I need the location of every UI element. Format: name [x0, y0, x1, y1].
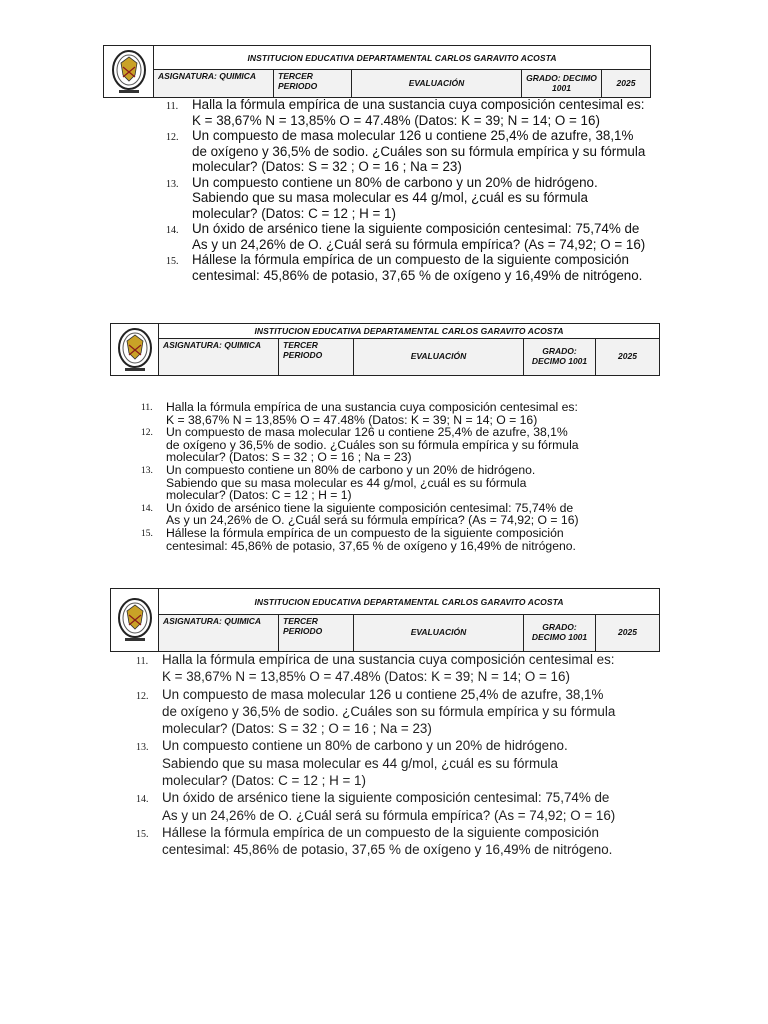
question-item: 12. Un compuesto de masa molecular 126 u contiene 25,4% de azufre, 38,1% de oxígeno y 36,5% de sodio. ¿Cuáles son su fórmula empírica y su fórmula molecular? (Datos: S = 32 ; O = 16 ; Na = 23)	[141, 425, 579, 465]
question-item: 11. Halla la fórmula empírica de una sustancia cuya composición centesimal es: K = 38,67% N = 13,85% O = 47.48% (Datos: K = 39; N = 14; O = 16)	[166, 97, 645, 128]
period-cell: TERCER PERIODO	[274, 70, 352, 97]
header-table-2	[110, 323, 660, 376]
subject-cell: ASIGNATURA: QUIMICA	[154, 70, 274, 97]
question-item: 12. Un compuesto de masa molecular 126 u contiene 25,4% de azufre, 38,1% de oxígeno y 36,5% de sodio. ¿Cuáles son su fórmula empírica y su fórmula molecular? (Datos: S = 32 ; O = 16 ; Na = 23)	[136, 686, 616, 737]
institution-title: INSTITUCION EDUCATIVA DEPARTAMENTAL CARLOS GARAVITO ACOSTA	[154, 46, 650, 70]
period-cell: TERCER PERIODO	[279, 339, 354, 375]
question-list-3	[136, 651, 624, 859]
grade-cell: GRADO: DECIMO 1001	[524, 615, 596, 651]
school-crest-icon	[104, 46, 154, 97]
evaluation-cell: EVALUACIÓN	[352, 70, 522, 97]
grade-cell: GRADO: DECIMO 1001	[524, 339, 596, 375]
period-cell: TERCER PERIODO	[279, 615, 354, 651]
year-cell: 2025	[602, 70, 650, 97]
year-cell: 2025	[596, 615, 659, 651]
question-item: 15. Hállese la fórmula empírica de un compuesto de la siguiente composición centesimal: 45,86% de potasio, 37,65 % de oxígeno y 16,49% de nitrógeno.	[136, 824, 613, 858]
question-item: 11. Halla la fórmula empírica de una sustancia cuya composición centesimal es: K = 38,67% N = 13,85% O = 47.48% (Datos: K = 39; N = 14; O = 16)	[136, 652, 615, 685]
header-table-3	[110, 588, 660, 652]
question-item: 12. Un compuesto de masa molecular 126 u contiene 25,4% de azufre, 38,1% de oxígeno y 36,5% de sodio. ¿Cuáles son su fórmula empírica y su fórmula molecular? (Datos: S = 32 ; O = 16 ; Na = 23)	[166, 128, 646, 174]
header-table-1	[103, 45, 651, 98]
institution-title: INSTITUCION EDUCATIVA DEPARTAMENTAL CARLOS GARAVITO ACOSTA	[159, 589, 659, 615]
question-item: 14. Un óxido de arsénico tiene la siguiente composición centesimal: 75,74% de As y un 24,26% de O. ¿Cuál será su fórmula empírica? (As = 74,92; O = 16)	[136, 790, 616, 823]
question-item: 14. Un óxido de arsénico tiene la siguiente composición centesimal: 75,74% de As y un 24,26% de O. ¿Cuál será su fórmula empírica? (As = 74,92; O = 16)	[166, 221, 646, 252]
question-item: 13. Un compuesto contiene un 80% de carbono y un 20% de hidrógeno. Sabiendo que su masa molecular es 44 g/mol, ¿cuál es su fórmula molecular? (Datos: C = 12 ; H = 1)	[141, 462, 536, 503]
grade-cell: GRADO: DECIMO 1001	[522, 70, 602, 97]
question-list-1	[166, 97, 738, 283]
subject-cell: ASIGNATURA: QUIMICA	[159, 615, 279, 651]
question-item: 14. Un óxido de arsénico tiene la siguiente composición centesimal: 75,74% de As y un 24,26% de O. ¿Cuál será su fórmula empírica? (As = 74,92; O = 16)	[141, 500, 579, 528]
evaluation-cell: EVALUACIÓN	[354, 615, 524, 651]
evaluation-cell: EVALUACIÓN	[354, 339, 524, 375]
question-item: 11. Halla la fórmula empírica de una sustancia cuya composición centesimal es: K = 38,67% N = 13,85% O = 47.48% (Datos: K = 39; N = 14; O = 16)	[141, 400, 578, 427]
year-cell: 2025	[596, 339, 659, 375]
question-item: 15. Hállese la fórmula empírica de un compuesto de la siguiente composición centesimal: 45,86% de potasio, 37,65 % de oxígeno y 16,49% de nitrógeno.	[141, 525, 576, 553]
subject-cell: ASIGNATURA: QUIMICA	[159, 339, 279, 375]
question-item: 15. Hállese la fórmula empírica de un compuesto de la siguiente composición centesimal: 45,86% de potasio, 37,65 % de oxígeno y 16,49% de nitrógeno.	[166, 252, 643, 283]
question-item: 13. Un compuesto contiene un 80% de carbono y un 20% de hidrógeno. Sabiendo que su masa molecular es 44 g/mol, ¿cuál es su fórmula molecular? (Datos: C = 12 ; H = 1)	[166, 174, 598, 221]
question-item: 13. Un compuesto contiene un 80% de carbono y un 20% de hidrógeno. Sabiendo que su masa molecular es 44 g/mol, ¿cuál es su fórmula molecular? (Datos: C = 12 ; H = 1)	[136, 738, 568, 789]
institution-title: INSTITUCION EDUCATIVA DEPARTAMENTAL CARLOS GARAVITO ACOSTA	[159, 324, 659, 339]
school-crest-icon	[111, 324, 159, 375]
school-crest-icon	[111, 589, 159, 651]
question-list-2	[141, 401, 696, 552]
